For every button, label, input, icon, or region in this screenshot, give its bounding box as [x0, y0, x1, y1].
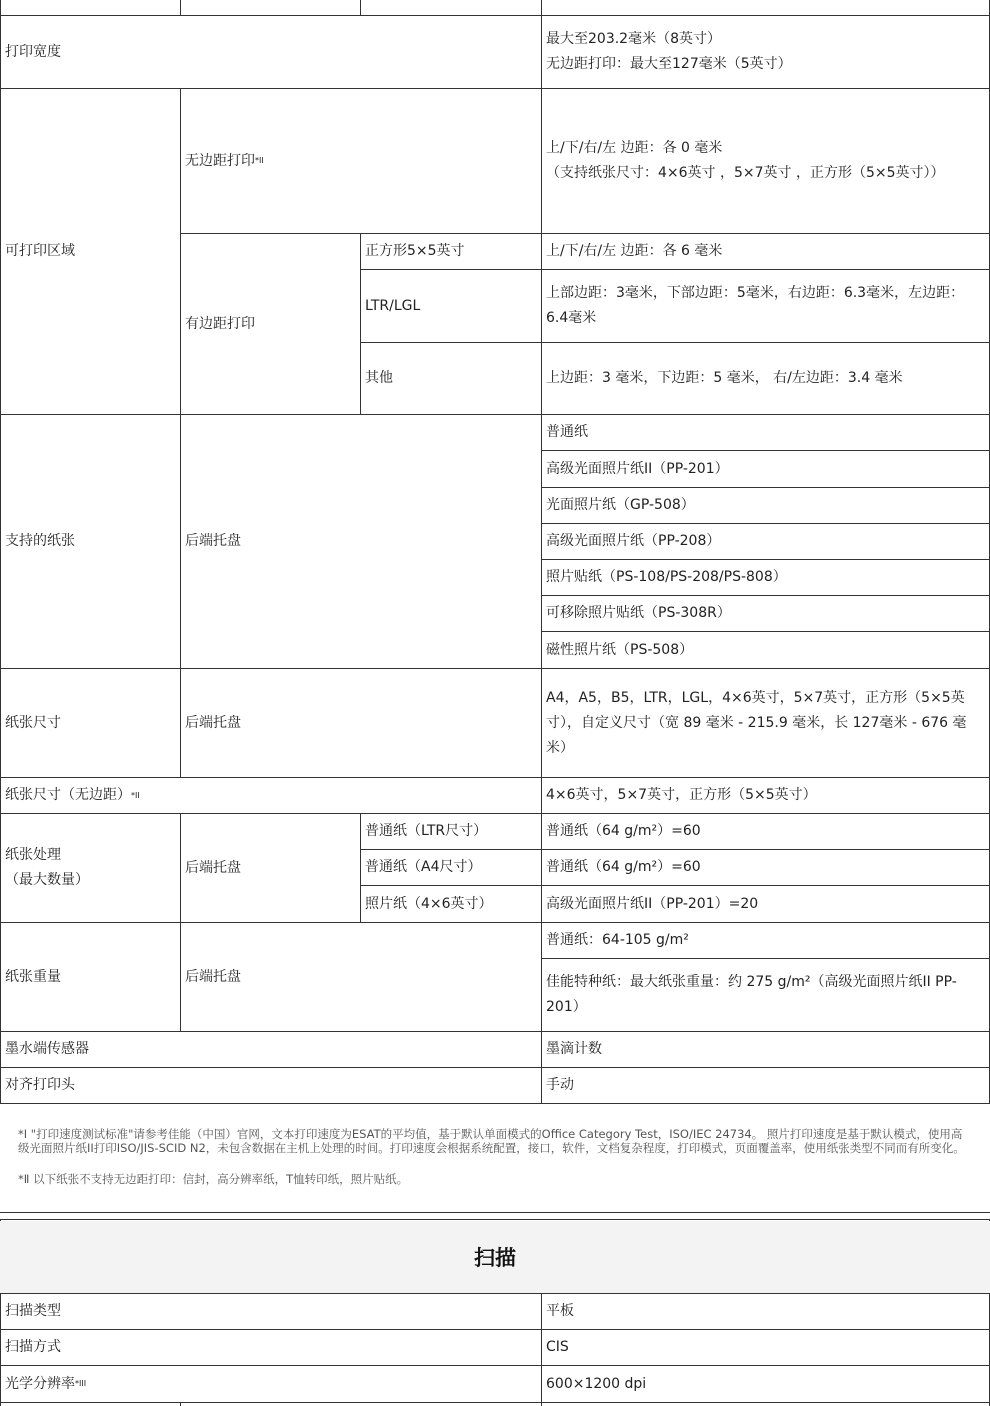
print-width-value — [542, 16, 989, 88]
paper-type-item: 高级光面照片纸II（PP-201） — [546, 460, 729, 477]
col-divider — [180, 0, 181, 15]
paper-type-item: 磁性照片纸（PS-508） — [546, 641, 694, 658]
paper-weight-value-2: 佳能特种纸：最大纸张重量：约 275 g/m²（高级光面照片纸II PP-201） — [546, 974, 957, 1015]
supported-paper-tray: 后端托盘 — [185, 533, 241, 549]
bordered-value: 上/下/右/左 边距：各 6 毫米 — [546, 243, 723, 259]
supported-paper-label: 支持的纸张 — [5, 533, 75, 549]
paper-handling-value: 普通纸（64 g/m²）=60 — [546, 823, 701, 839]
bordered-print-label: 有边距打印 — [185, 315, 255, 332]
paper-handling-value: 高级光面照片纸II（PP-201）=20 — [546, 895, 759, 912]
paper-handling-value: 普通纸（64 g/m²）=60 — [546, 859, 701, 875]
bordered-value: 上部边距：3毫米，下部边距：5毫米，右边距：6.3毫米，左边距：6.4毫米 — [546, 285, 965, 326]
scan-method-label: 扫描方式 — [5, 1339, 61, 1355]
paper-size-borderless-label: 纸张尺寸（无边距） *II — [1, 778, 541, 813]
section-divider — [0, 1219, 990, 1220]
head-align-label: 对齐打印头 — [5, 1077, 75, 1093]
optical-resolution-label: 光学分辨率 *III — [1, 1366, 541, 1402]
ink-sensor-label: 墨水端传感器 — [5, 1041, 89, 1057]
paper-handling-type: 照片纸（4×6英寸） — [365, 895, 493, 912]
paper-size-label: 纸张尺寸 — [5, 714, 61, 731]
scan-type-label: 扫描类型 — [5, 1303, 61, 1319]
paper-handling-type: 普通纸（LTR尺寸） — [365, 823, 488, 839]
scan-type-value: 平板 — [546, 1303, 574, 1319]
head-align-value: 手动 — [546, 1077, 574, 1093]
paper-handling-tray: 后端托盘 — [185, 859, 241, 876]
row-divider — [0, 1103, 990, 1104]
printable-area-label: 可打印区域 — [5, 243, 75, 259]
paper-handling-type: 普通纸（A4尺寸） — [365, 859, 482, 875]
paper-size-borderless-value: 4×6英寸，5×7英寸，正方形（5×5英寸） — [546, 787, 817, 803]
paper-size-value: A4，A5，B5，LTR，LGL，4×6英寸，5×7英寸，正方形（5×5英寸），自定义尺寸（宽 89 毫米 - 215.9 毫米，长 127毫米 - 676 毫米） — [546, 689, 967, 756]
paper-handling-label-2: （最大数量） — [5, 872, 89, 888]
bordered-size: 正方形5×5英寸 — [365, 243, 465, 259]
row-divider — [0, 1402, 990, 1403]
borderless-value-2: （支持纸张尺寸：4×6英寸 ，5×7英寸 ，正方形（5×5英寸）） — [546, 165, 945, 181]
paper-size-borderless-text: 纸张尺寸（无边距） — [5, 787, 131, 803]
paper-weight-value-1: 普通纸：64-105 g/m² — [546, 932, 689, 948]
borderless-print-value — [542, 89, 989, 233]
footnote-2: *Ⅱ 以下纸张不支持无边距打印：信封，高分辨率纸，T恤转印纸，照片贴纸。 — [18, 1172, 409, 1186]
ink-sensor-value: 墨滴计数 — [546, 1041, 602, 1057]
bordered-size: 其他 — [365, 370, 393, 386]
footnote-1: *Ⅰ "打印速度测试标准"请参考佳能（中国）官网，文本打印速度为ESAT的平均值，基于默认单面模式的Office Category Test，ISO/IEC 24734。 照片打印速度是基于默认模式，使用高级光面照片纸II打印ISO/JIS-SCID N2，未包含数据在主机上处理的时间。打印速度会根据系统配置，接口，软件，文档复杂程度，打印模式，页面覆盖率，使用纸张类型不同而有所变化。 — [18, 1127, 965, 1155]
scan-method-value: CIS — [546, 1339, 569, 1355]
paper-type-item: 高级光面照片纸（PP-208） — [546, 533, 721, 549]
bordered-size: LTR/LGL — [365, 297, 421, 314]
col-divider — [360, 0, 361, 15]
print-width-value-1: 最大至203.2毫米（8英寸） — [546, 31, 721, 47]
borderless-value-1: 上/下/右/左 边距：各 0 毫米 — [546, 140, 723, 156]
scan-section-title: 扫描 — [0, 1221, 990, 1293]
paper-size-tray: 后端托盘 — [185, 714, 241, 731]
paper-weight-tray: 后端托盘 — [185, 968, 241, 985]
section-divider — [0, 1212, 990, 1213]
paper-handling-label — [1, 814, 180, 922]
print-width-label: 打印宽度 — [5, 43, 61, 60]
paper-weight-label: 纸张重量 — [5, 968, 61, 985]
paper-type-item: 可移除照片贴纸（PS-308R） — [546, 605, 731, 621]
print-width-value-2: 无边距打印：最大至127毫米（5英寸） — [546, 56, 792, 72]
paper-type-item: 光面照片纸（GP-508） — [546, 497, 695, 513]
paper-type-item: 普通纸 — [546, 424, 588, 440]
bordered-value: 上边距：3 毫米，下边距：5 毫米， 右/左边距：3.4 毫米 — [546, 370, 903, 386]
col-divider — [180, 1402, 181, 1406]
optical-resolution-value: 600×1200 dpi — [546, 1375, 647, 1392]
optical-resolution-text: 光学分辨率 — [5, 1375, 75, 1392]
borderless-print-label: 无边距打印 *II — [181, 89, 541, 233]
paper-type-item: 照片贴纸（PS-108/PS-208/PS-808） — [546, 569, 787, 585]
borderless-print-text: 无边距打印 — [185, 152, 255, 169]
paper-handling-label-1: 纸张处理 — [5, 847, 61, 863]
